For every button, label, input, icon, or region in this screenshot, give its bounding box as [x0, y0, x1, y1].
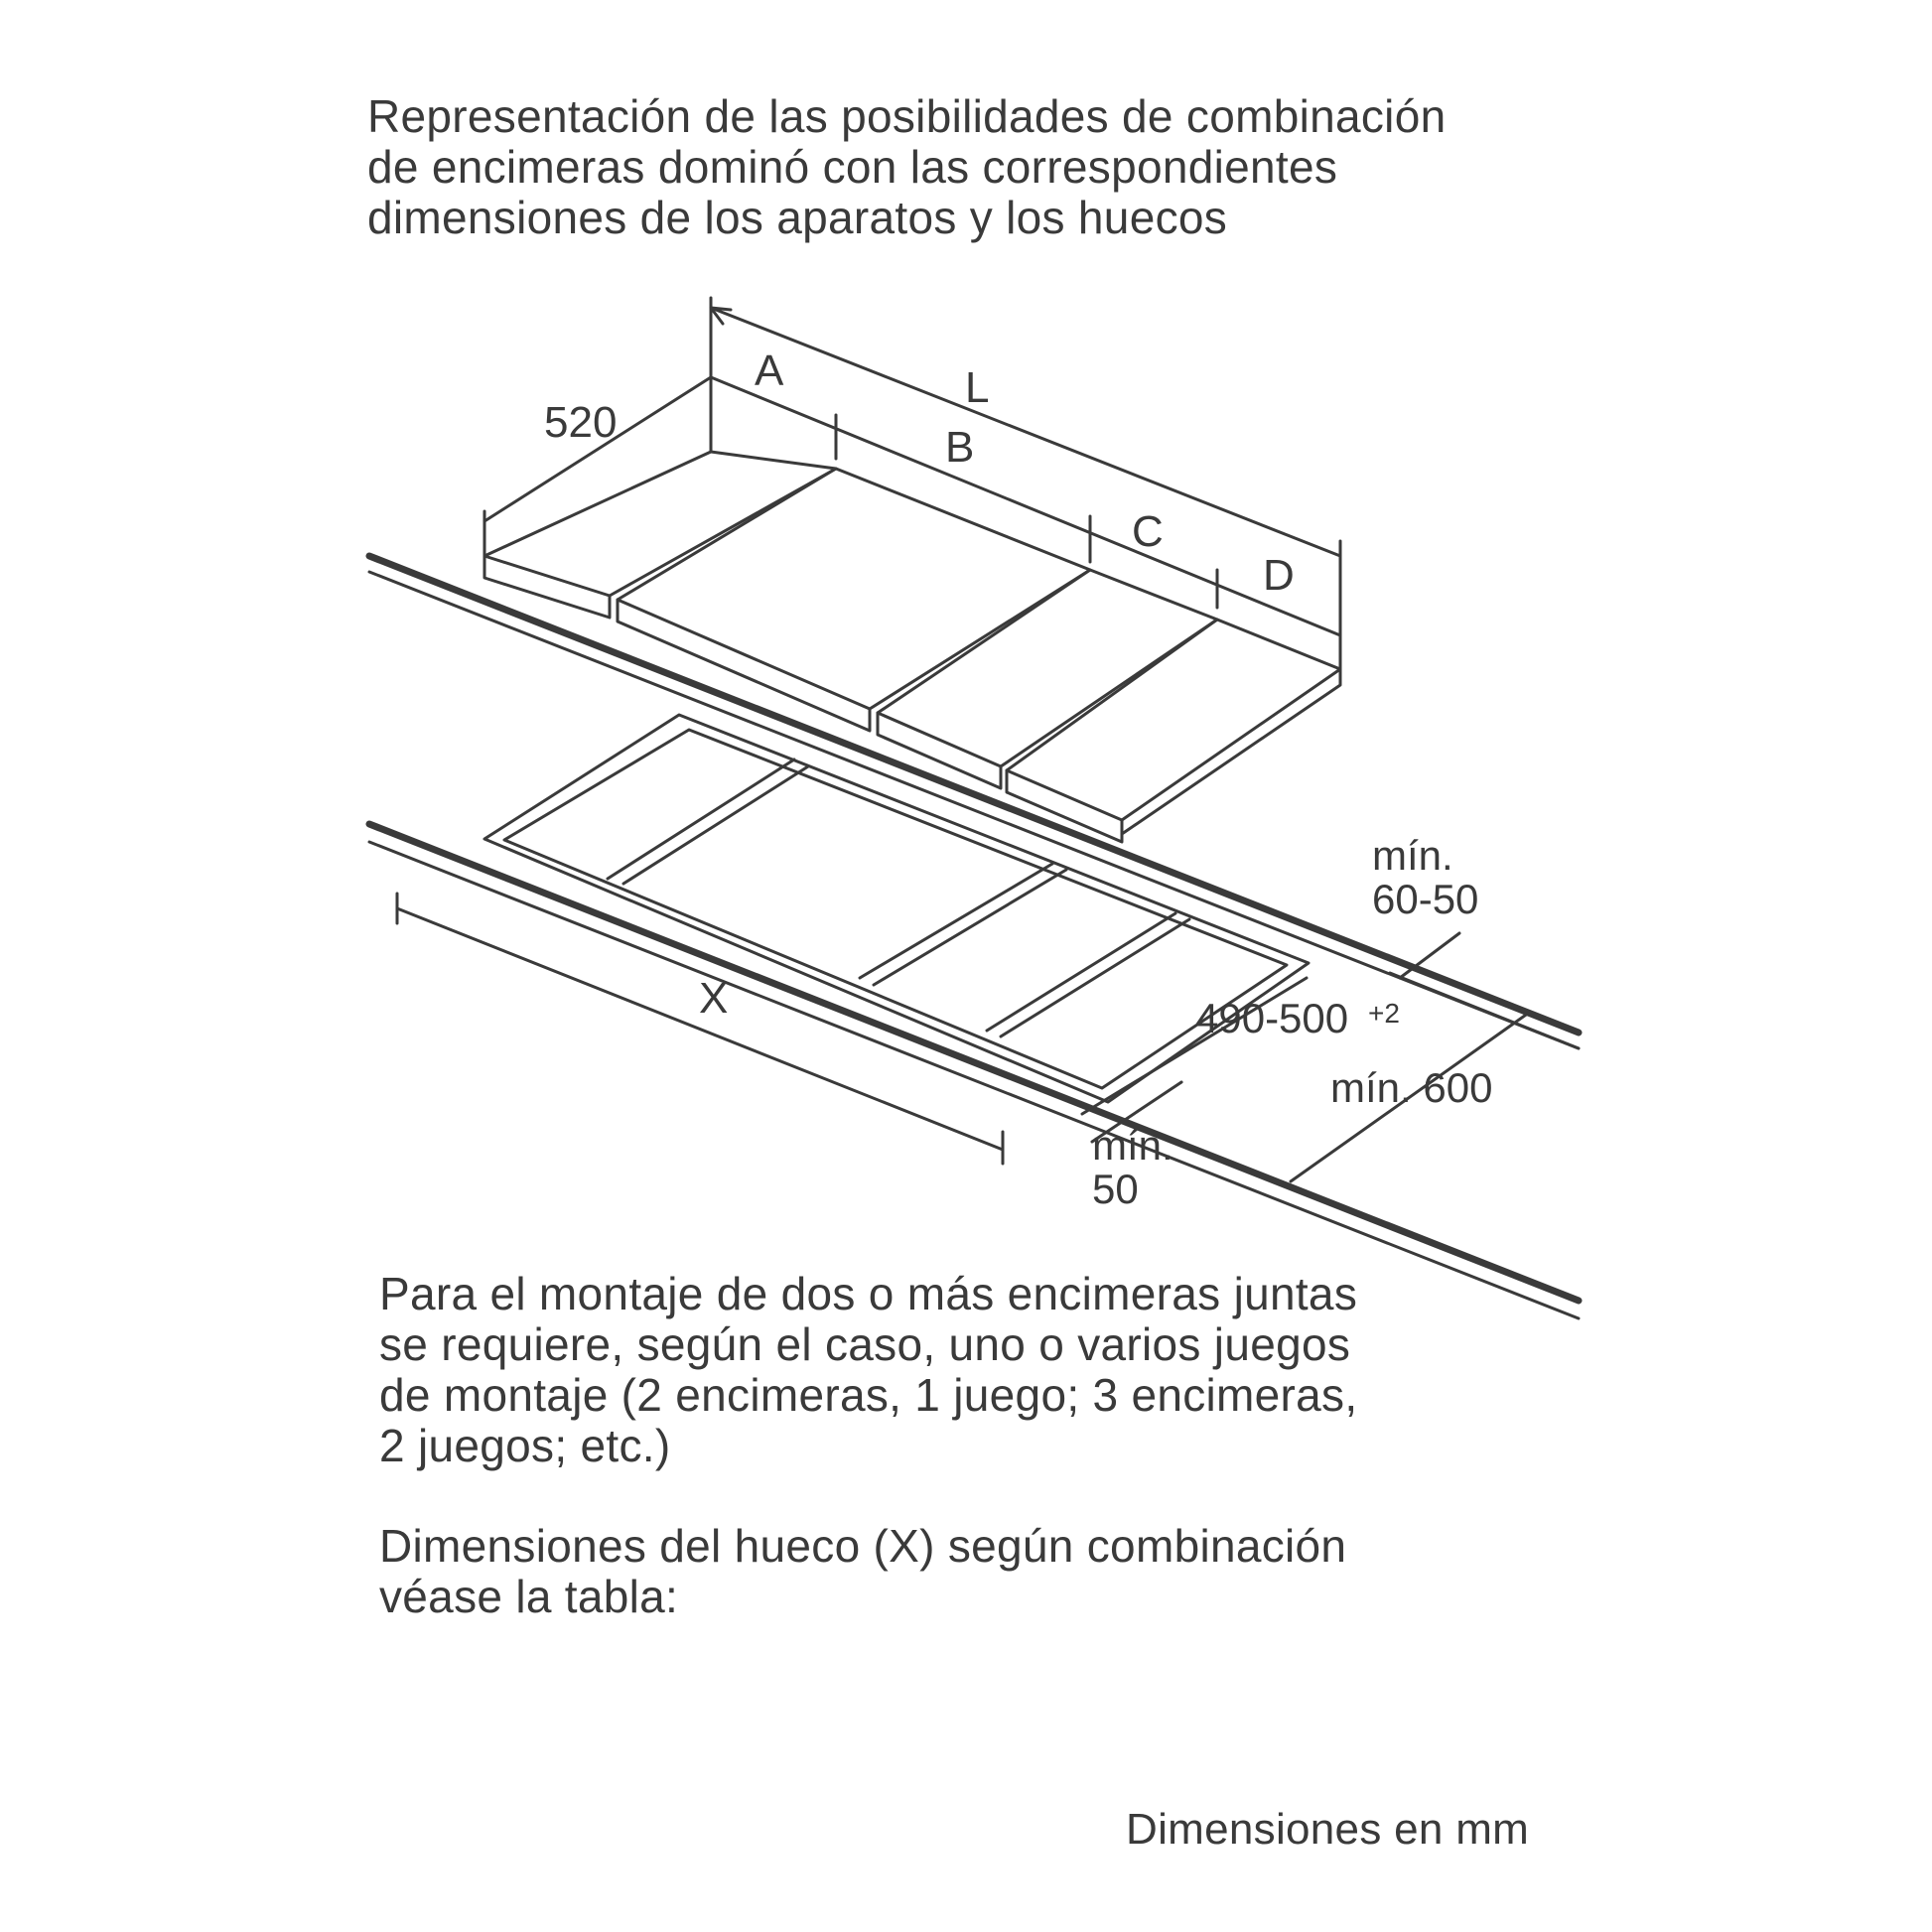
units-note: Dimensiones en mm	[1126, 1805, 1530, 1854]
cutout-outline	[484, 715, 1309, 1102]
label-D: D	[1263, 551, 1295, 600]
hob-a	[484, 452, 836, 618]
table-reference-text: Dimensiones del hueco (X) según combinación véase la tabla:	[379, 1520, 1347, 1622]
hob-c	[878, 570, 1217, 788]
label-A: A	[755, 346, 784, 395]
dimension-line-X	[397, 894, 1003, 1164]
label-X: X	[699, 974, 729, 1023]
label-rear-clearance-2: 60-50	[1372, 876, 1479, 922]
label-tolerance: +2	[1368, 998, 1400, 1029]
label-front-clearance-1: mín.	[1092, 1122, 1173, 1169]
assembly-note-text: Para el montaje de dos o más encimeras juntas se requiere, según el caso, uno o varios juegos de montaje (2 encimeras, 1 juego; 3 encimeras, 2 juegos; etc.)	[379, 1268, 1358, 1471]
label-B: B	[945, 423, 975, 472]
hob-back-frame	[711, 422, 1340, 834]
label-C: C	[1132, 507, 1164, 556]
label-L: L	[965, 363, 990, 412]
label-rear-clearance-1: mín.	[1372, 832, 1453, 879]
label-490-500: 490-500	[1195, 995, 1349, 1041]
hob-d	[1007, 620, 1340, 842]
label-front-clearance-2: 50	[1092, 1166, 1139, 1212]
intro-text: Representación de las posibilidades de combinación de encimeras dominó con las correspondientes dimensiones de los aparatos y los huecos	[367, 90, 1447, 243]
worktop-thickness-lines	[369, 572, 1579, 1318]
dimension-line-A-B-C-D	[711, 377, 1340, 635]
worktop-edges	[369, 556, 1579, 1301]
label-min-600: mín. 600	[1330, 1064, 1493, 1111]
label-520: 520	[544, 398, 618, 447]
hob-b	[618, 469, 1090, 731]
